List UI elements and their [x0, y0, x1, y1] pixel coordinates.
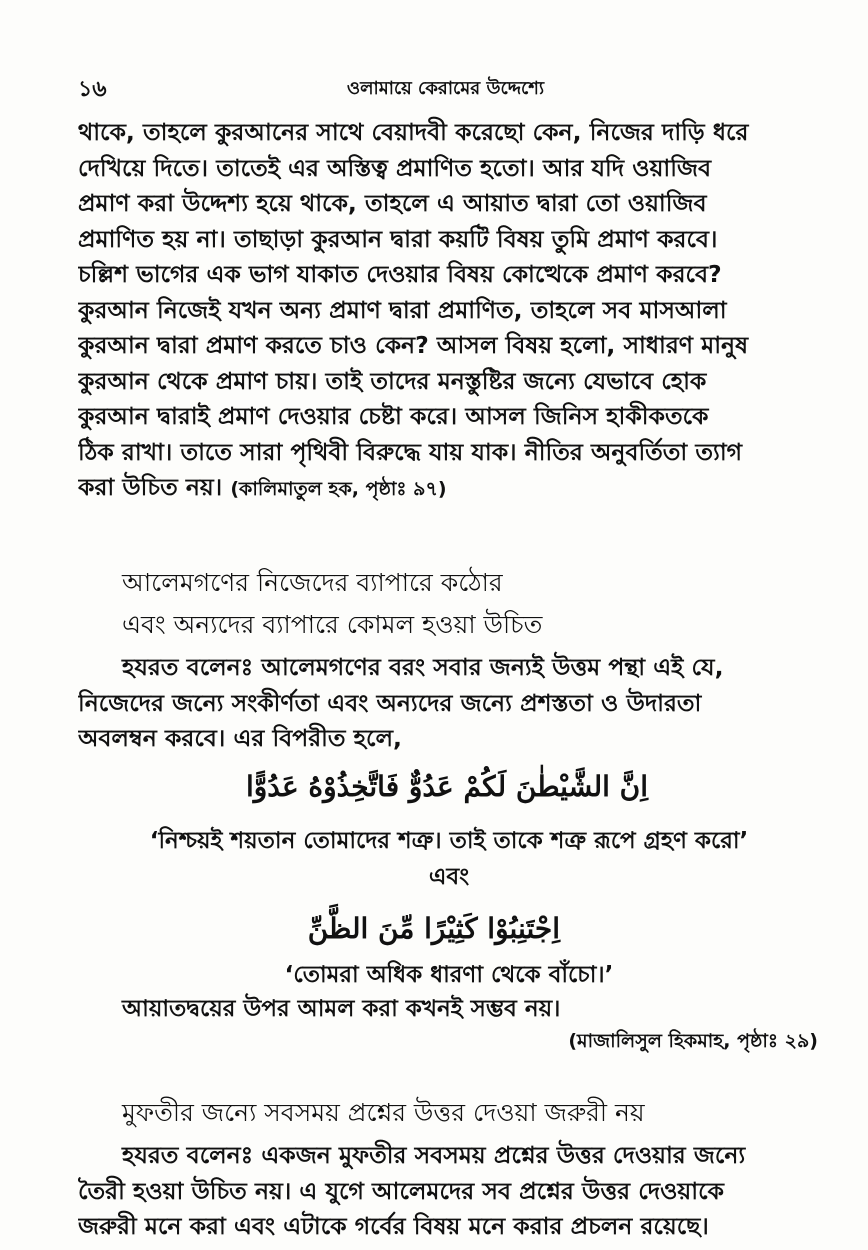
verse-translation-1: ‘নিশ্চয়ই শয়তান তোমাদের শত্রু। তাই তাকে শত্রু রূপে গ্রহণ করো’ — [149, 828, 749, 854]
text-line: কুরআন থেকে প্রমাণ চায়। তাই তাদের মনস্তুষ্টির জন্যে যেভাবে হোক — [78, 366, 707, 395]
text-line: তৈরী হওয়া উচিত নয়। এ যুগে আলেমদের সব প্রশ্নের উত্তর দেওয়াকে — [78, 1176, 724, 1205]
section-heading: মুফতীর জন্যে সবসময় প্রশ্নের উত্তর দেওয়া জরুরী নয় — [122, 1098, 645, 1127]
citation: (কালিমাতুল হক, পৃষ্ঠাঃ ৯৭) — [230, 478, 447, 500]
text-line: প্রমাণিত হয় না। তাছাড়া কুরআন দ্বারা কয়টি বিষয় তুমি প্রমাণ করবে। — [78, 224, 718, 253]
paragraph-continuation — [78, 115, 820, 508]
citation: (মাজালিসুল হিকমাহ, পৃষ্ঠাঃ ২৯) — [568, 1030, 818, 1052]
section-2-body — [78, 1138, 820, 1245]
text-line-end: করা উচিত নয়। — [78, 473, 223, 501]
arabic-verse-1: اِنَّ الشَّيْطٰنَ لَكُمْ عَدُوٌّ فَاتَّخِذُوْهُ عَدُوًّا — [245, 770, 648, 803]
arabic-verse-2: اِجْتَنِبُوْا كَثِيْرًا مِّنَ الظَّنِّ — [307, 912, 560, 945]
section-heading-line-2: এবং অন্যদের ব্যাপারে কোমল হওয়া উচিত — [122, 610, 543, 639]
conjunction-text: এবং — [428, 864, 470, 890]
text-line: চল্লিশ ভাগের এক ভাগ যাকাত দেওয়ার বিষয় কোত্থেকে প্রমাণ করবে? — [78, 260, 722, 288]
text-line: জরুরী মনে করা এবং এটাকে গর্বের বিষয় মনে করার প্রচলন রয়েছে। — [78, 1212, 709, 1240]
text-line: কুরআন নিজেই যখন অন্য প্রমাণ দ্বারা প্রমাণিত, তাহলে সব মাসআলা — [78, 295, 727, 324]
text-line: ঠিক রাখা। তাতে সারা পৃথিবী বিরুদ্ধে যায় যাক। নীতির অনুবর্তিতা ত্যাগ — [78, 437, 743, 466]
text-line: কুরআন দ্বারা প্রমাণ করতে চাও কেন? আসল বিষয় হলো, সাধারণ মানুষ — [78, 331, 749, 359]
conclusion-line: আয়াতদ্বয়ের উপর আমল করা কখনই সম্ভব নয়। — [122, 996, 561, 1022]
section-heading-line-1: আলেমগণের নিজেদের ব্যাপারে কঠোর — [122, 568, 503, 597]
text-line: দেখিয়ে দিতে। তাতেই এর অস্তিত্ব প্রমাণিত হতো। আর যদি ওয়াজিব — [78, 153, 712, 182]
text-line — [78, 470, 820, 508]
text-line: হযরত বলেনঃ একজন মুফতীর সবসময় প্রশ্নের উত্তর দেওয়ার জন্যে — [122, 1141, 746, 1169]
verse-translation-2: ‘তোমরা অধিক ধারণা থেকে বাঁচো।’ — [284, 962, 614, 988]
running-title: ওলামায়ে কেরামের উদ্দেশ্যে — [346, 78, 545, 99]
page-header — [78, 72, 813, 108]
text-line: অবলম্বন করবে। এর বিপরীত হলে, — [78, 724, 402, 752]
section-1-body — [78, 650, 820, 757]
text-line: প্রমাণ করা উদ্দেশ্য হয়ে থাকে, তাহলে এ আয়াত দ্বারা তো ওয়াজিব — [78, 189, 707, 217]
page-number: ১৬ — [78, 77, 107, 102]
text-line: থাকে, তাহলে কুরআনের সাথে বেয়াদবী করেছো কেন, নিজের দাড়ি ধরে — [78, 118, 749, 146]
text-line: হযরত বলেনঃ আলেমগণের বরং সবার জন্যই উত্তম পন্থা এই যে, — [122, 653, 724, 681]
text-line: কুরআন দ্বারাই প্রমাণ দেওয়ার চেষ্টা করে। আসল জিনিস হাকীকতকে — [78, 402, 709, 430]
text-line: নিজেদের জন্যে সংকীর্ণতা এবং অন্যদের জন্যে প্রশস্ততা ও উদারতা — [78, 688, 702, 717]
